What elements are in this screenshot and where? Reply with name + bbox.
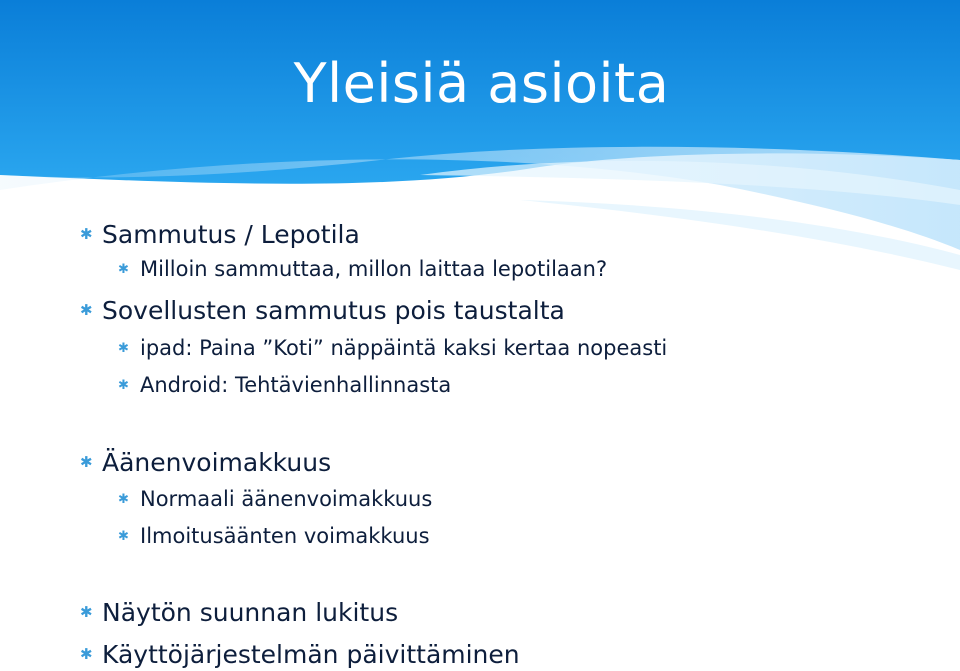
list-item-text: Milloin sammuttaa, millon laittaa lepotilaan? <box>140 257 608 281</box>
list-item <box>80 296 565 325</box>
asterisk-icon: ✱ <box>118 261 129 277</box>
list-item-text: Käyttöjärjestelmän päivittäminen <box>102 640 520 669</box>
asterisk-icon: ✱ <box>118 377 129 393</box>
asterisk-icon: ✱ <box>80 301 93 319</box>
slide-title: Yleisiä asioita <box>293 52 670 115</box>
list-item <box>118 524 430 548</box>
list-item <box>80 220 360 249</box>
list-item-text: Normaali äänenvoimakkuus <box>140 487 433 511</box>
list-item <box>118 373 451 397</box>
list-item-text: Äänenvoimakkuus <box>102 448 332 477</box>
asterisk-icon: ✱ <box>80 603 93 621</box>
list-item <box>118 336 667 360</box>
list-item-text: Android: Tehtävienhallinnasta <box>140 373 452 397</box>
list-item-text: Sovellusten sammutus pois taustalta <box>102 296 565 325</box>
asterisk-icon: ✱ <box>80 645 93 663</box>
list-item-text: Sammutus / Lepotila <box>102 220 360 249</box>
list-item <box>118 487 432 511</box>
list-item-text: Ilmoitusäänten voimakkuus <box>140 524 430 548</box>
asterisk-icon: ✱ <box>118 491 129 507</box>
list-item-text: Näytön suunnan lukitus <box>102 598 399 627</box>
list-item <box>80 598 398 627</box>
asterisk-icon: ✱ <box>118 528 129 544</box>
list-item <box>80 640 520 669</box>
list-item-text: ipad: Paina ”Koti” näppäintä kaksi kertaa nopeasti <box>140 336 668 360</box>
list-item <box>118 257 607 281</box>
asterisk-icon: ✱ <box>118 340 129 356</box>
asterisk-icon: ✱ <box>80 225 93 243</box>
list-item <box>80 448 331 477</box>
asterisk-icon: ✱ <box>80 453 93 471</box>
